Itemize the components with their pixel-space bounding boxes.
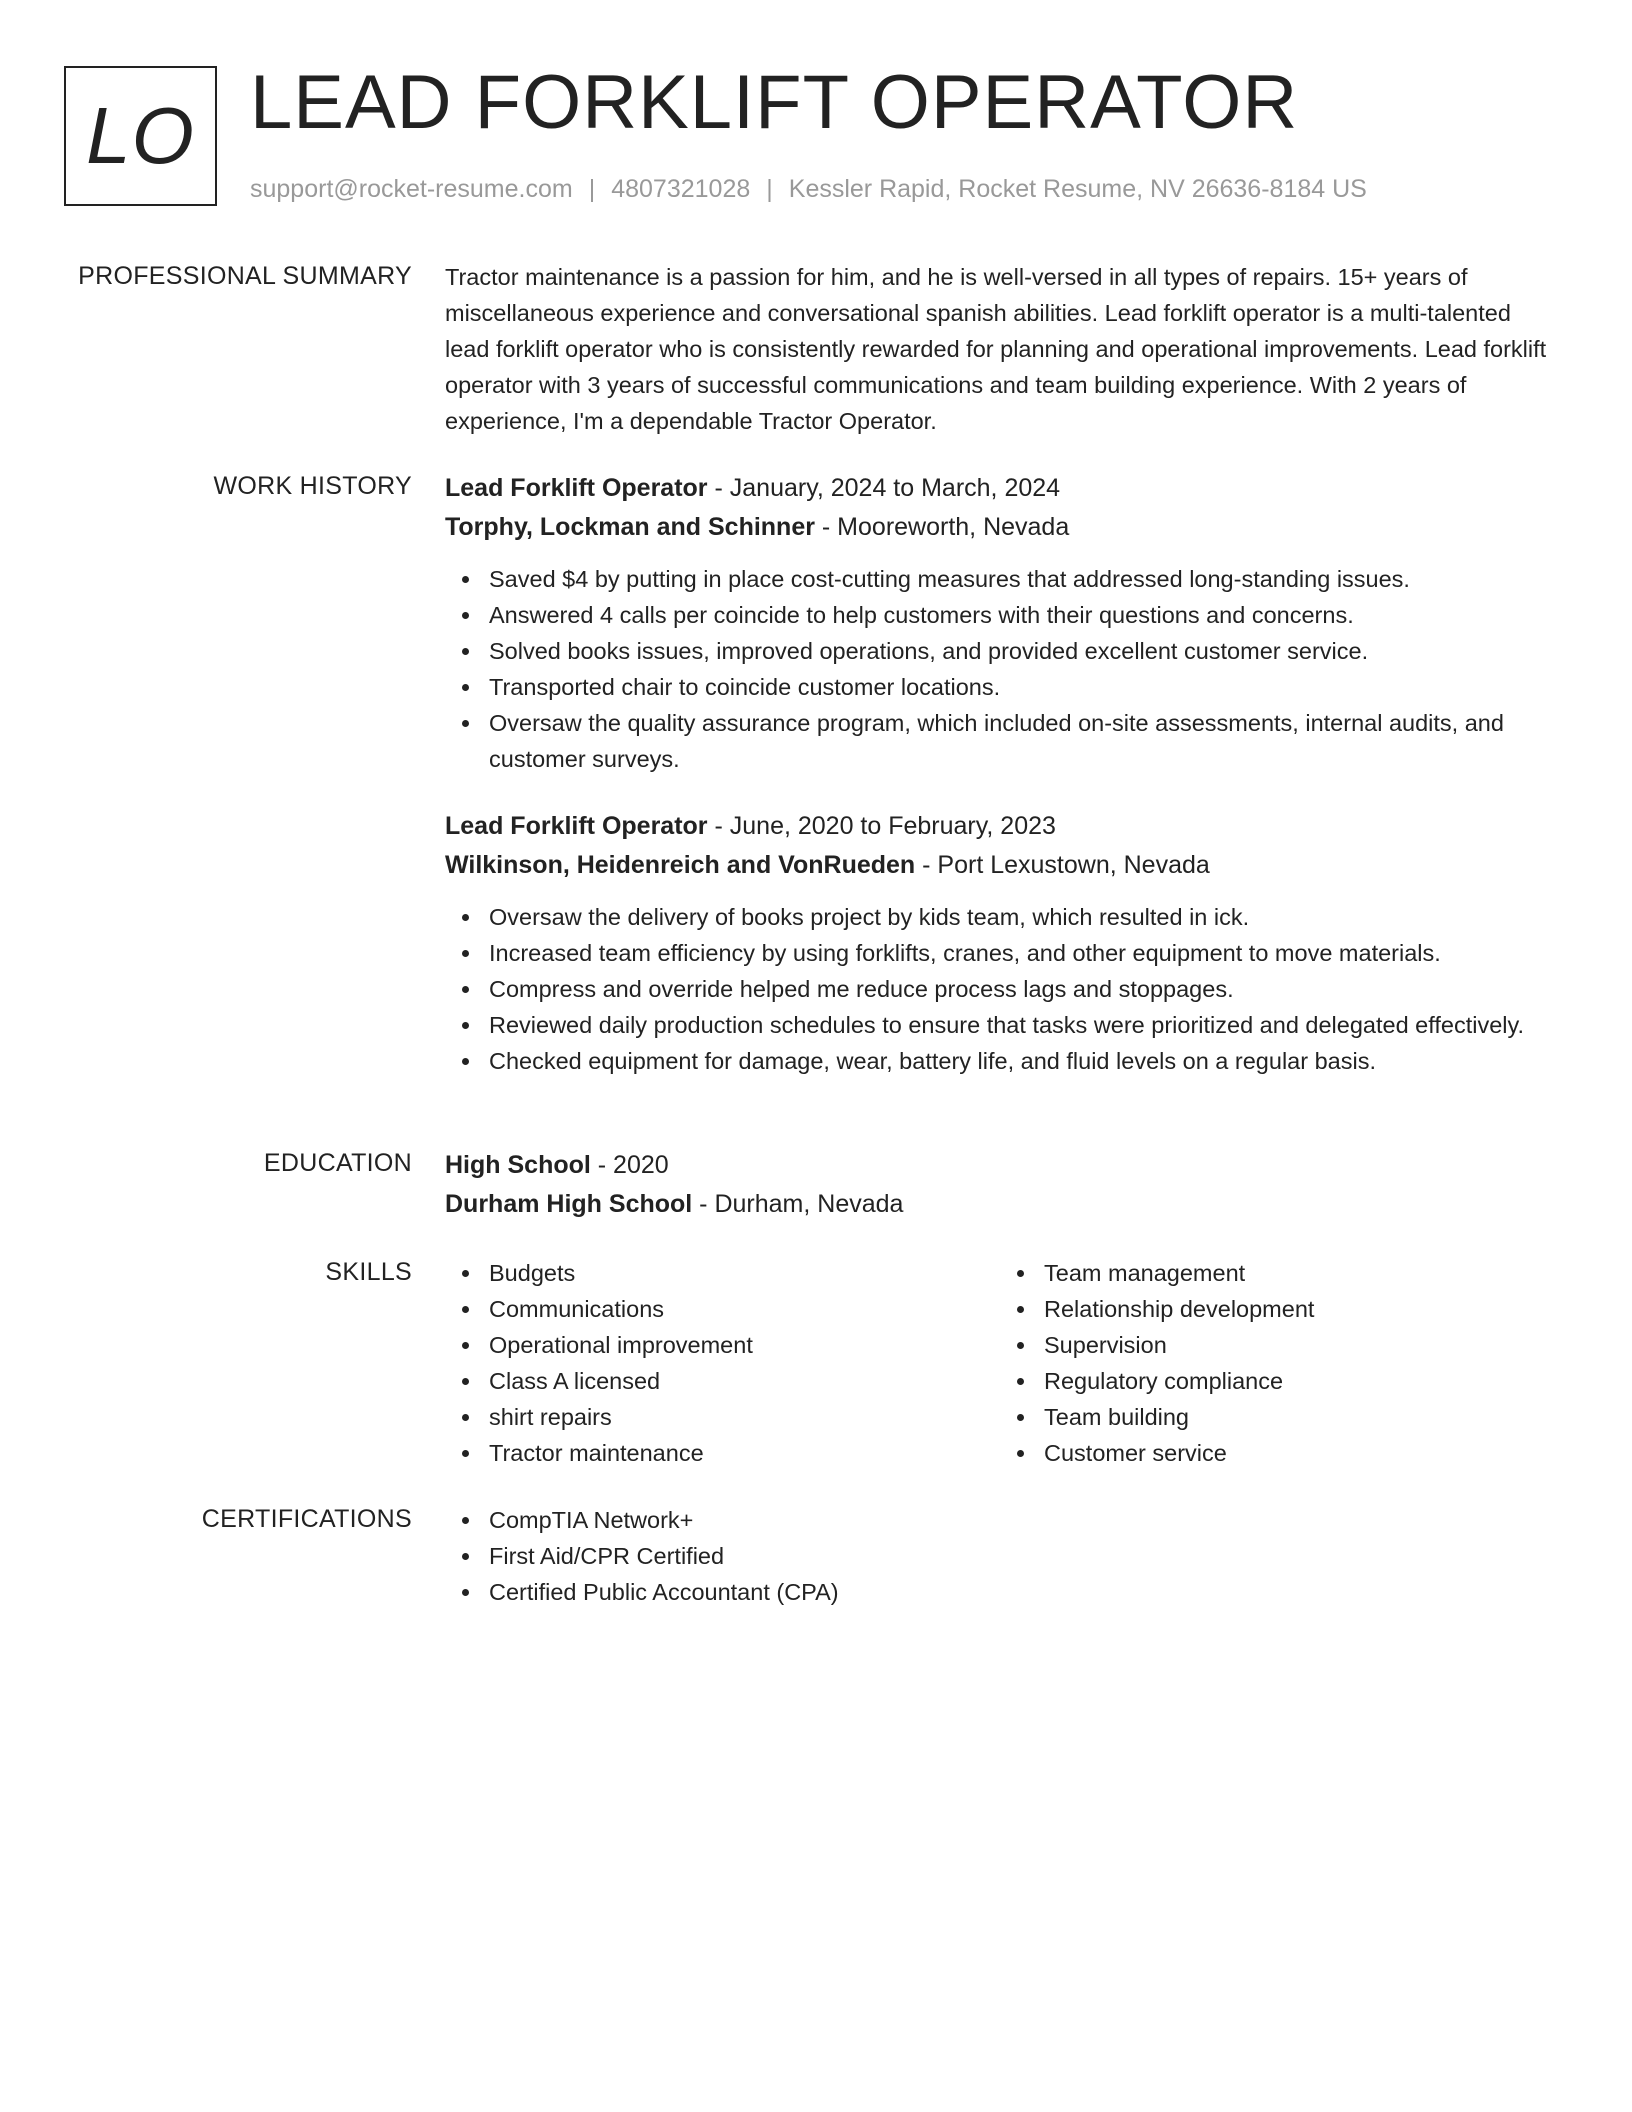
education-school: Durham High School xyxy=(445,1190,693,1218)
job-bullet: Compress and override helped me reduce process lags and stoppages. xyxy=(489,971,1555,1007)
job-title: Lead Forklift Operator xyxy=(445,474,708,502)
certifications-body xyxy=(445,1502,1555,1610)
skill-item: Team management xyxy=(1044,1255,1555,1291)
job-bullet: Transported chair to coincide customer locations. xyxy=(489,669,1555,705)
job-company-line xyxy=(445,846,1555,885)
education-body xyxy=(445,1146,1555,1224)
skill-item: Regulatory compliance xyxy=(1044,1363,1555,1399)
summary-body xyxy=(445,259,1555,439)
job-bullet: Checked equipment for damage, wear, battery life, and fluid levels on a regular basis. xyxy=(489,1043,1555,1079)
job-company: Wilkinson, Heidenreich and VonRueden xyxy=(445,851,916,879)
monogram-badge: LO xyxy=(64,66,217,206)
education-year: - 2020 xyxy=(590,1151,669,1179)
contact-separator: | xyxy=(588,175,596,203)
skills-list-left xyxy=(445,1255,1000,1471)
certification-item: First Aid/CPR Certified xyxy=(489,1538,1555,1574)
skill-item: Team building xyxy=(1044,1399,1555,1435)
section-label-skills: SKILLS xyxy=(325,1258,412,1286)
skill-item: Class A licensed xyxy=(489,1363,1000,1399)
job-bullet: Solved books issues, improved operations, and provided excellent customer service. xyxy=(489,633,1555,669)
education-degree: High School xyxy=(445,1151,591,1179)
skill-item: Customer service xyxy=(1044,1435,1555,1471)
skill-item: Budgets xyxy=(489,1255,1000,1291)
resume-title: LEAD FORKLIFT OPERATOR xyxy=(250,60,1299,145)
job-bullet: Oversaw the quality assurance program, which included on-site assessments, internal audits, and customer surveys. xyxy=(489,705,1555,777)
job-bullet: Reviewed daily production schedules to ensure that tasks were prioritized and delegated effectively. xyxy=(489,1007,1555,1043)
job-title-line xyxy=(445,469,1555,508)
summary-text: Tractor maintenance is a passion for him, and he is well-versed in all types of repairs. 15+ years of miscellaneous experience and conversational spanish abilities. Lead forklift operator is a multi-talented lead forklift operator who is consistently rewarded for planning and operational improvements. Lead forklift operator with 3 years of successful communications and team building experience. With 2 years of experience, I'm a dependable Tractor Operator. xyxy=(445,264,1547,434)
section-label-summary: PROFESSIONAL SUMMARY xyxy=(78,262,412,290)
job-entry xyxy=(445,469,1555,777)
contact-separator: | xyxy=(766,175,773,203)
skill-item: Communications xyxy=(489,1291,1000,1327)
skill-item: Supervision xyxy=(1044,1327,1555,1363)
skill-item: Relationship development xyxy=(1044,1291,1555,1327)
certifications-list xyxy=(445,1502,1555,1610)
certification-item: CompTIA Network+ xyxy=(489,1502,1555,1538)
job-title-line xyxy=(445,807,1555,846)
job-bullet: Increased team efficiency by using forklifts, cranes, and other equipment to move materials. xyxy=(489,935,1555,971)
skill-item: shirt repairs xyxy=(489,1399,1000,1435)
skills-list-right xyxy=(1000,1255,1555,1471)
job-title: Lead Forklift Operator xyxy=(445,812,708,840)
certification-item: Certified Public Accountant (CPA) xyxy=(489,1574,1555,1610)
job-bullet: Oversaw the delivery of books project by kids team, which resulted in ick. xyxy=(489,899,1555,935)
contact-phone[interactable]: 4807321028 xyxy=(611,175,751,203)
job-bullet: Answered 4 calls per coincide to help customers with their questions and concerns. xyxy=(489,597,1555,633)
contact-email[interactable]: support@rocket-resume.com xyxy=(250,175,573,203)
skill-item: Operational improvement xyxy=(489,1327,1000,1363)
job-entry xyxy=(445,807,1555,1079)
job-dates: - January, 2024 to March, 2024 xyxy=(707,474,1061,502)
education-location: - Durham, Nevada xyxy=(692,1190,904,1218)
job-bullet-list xyxy=(445,561,1555,777)
section-label-work-history: WORK HISTORY xyxy=(213,472,412,500)
job-bullet: Saved $4 by putting in place cost-cutting measures that addressed long-standing issues. xyxy=(489,561,1555,597)
job-location: - Port Lexustown, Nevada xyxy=(915,851,1210,879)
contact-address: Kessler Rapid, Rocket Resume, NV 26636-8184 US xyxy=(788,175,1367,203)
skill-item: Tractor maintenance xyxy=(489,1435,1000,1471)
job-dates: - June, 2020 to February, 2023 xyxy=(707,812,1056,840)
contact-line xyxy=(250,172,1367,206)
section-label-education: EDUCATION xyxy=(263,1149,412,1177)
job-company: Torphy, Lockman and Schinner xyxy=(445,513,815,541)
work-history-body xyxy=(445,469,1555,1079)
skills-body xyxy=(445,1255,1555,1471)
job-company-line xyxy=(445,508,1555,547)
job-bullet-list xyxy=(445,899,1555,1079)
section-label-certifications: CERTIFICATIONS xyxy=(201,1505,412,1533)
education-school-line xyxy=(445,1185,1555,1224)
job-location: - Mooreworth, Nevada xyxy=(814,513,1070,541)
education-degree-line xyxy=(445,1146,1555,1185)
